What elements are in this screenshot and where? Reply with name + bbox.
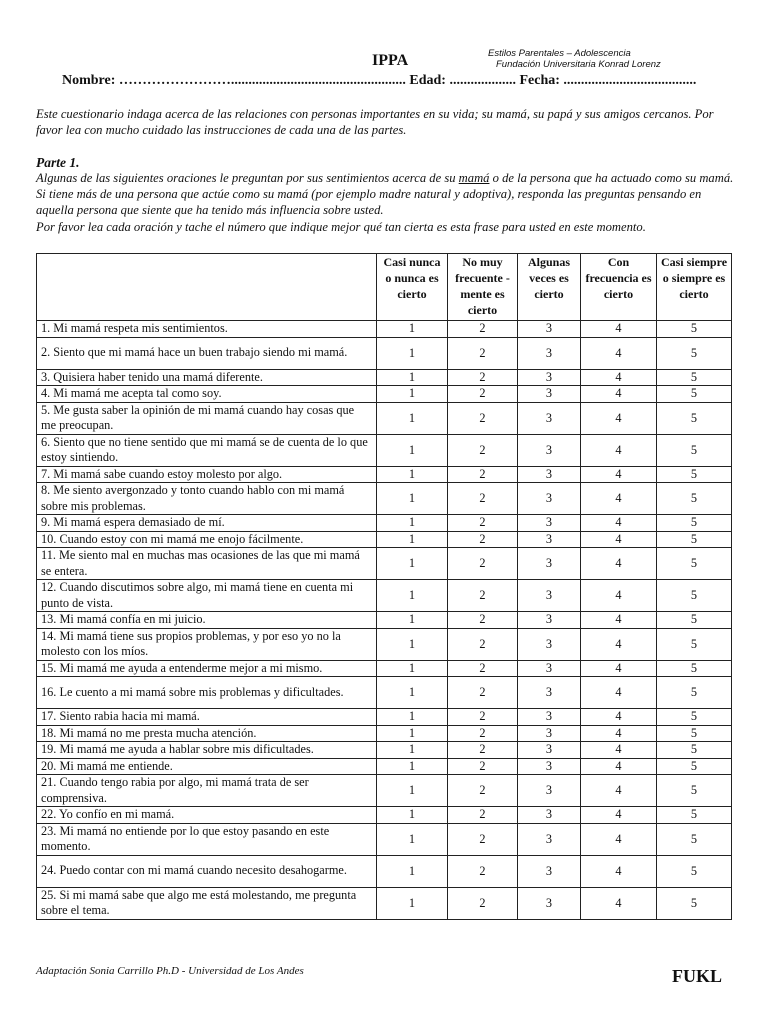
rating-option-3[interactable]: 3 [518,402,581,434]
table-row [37,386,732,403]
instr-text-b: o de la persona que ha actuado como su mamá. Si tiene más de una persona que actúe como su mamá (por ejemplo madre natural y adoptiva), responda las preguntas pensando en aquella persona que siente que ha tenido más influencia sobre usted. [36,171,734,218]
institution-label [488,48,661,70]
rating-option-2[interactable]: 2 [448,725,518,742]
question-text: 4. Mi mamá me acepta tal como soy. [37,386,377,403]
rating-option-1[interactable]: 1 [377,725,448,742]
table-row [37,466,732,483]
questionnaire-table [36,253,732,920]
rating-option-4[interactable]: 4 [581,483,657,515]
rating-option-1[interactable]: 1 [377,466,448,483]
rating-option-2[interactable]: 2 [448,677,518,709]
rating-option-5[interactable]: 5 [657,823,732,855]
column-header: Casi nunca o nunca es cierto [377,254,448,321]
table-row [37,321,732,338]
rating-option-2[interactable]: 2 [448,660,518,677]
question-text: 6. Siento que no tiene sentido que mi mamá se de cuenta de lo que estoy sintiendo. [37,434,377,466]
question-text: 9. Mi mamá espera demasiado de mí. [37,515,377,532]
rating-option-2[interactable]: 2 [448,483,518,515]
table-row [37,677,732,709]
rating-option-1[interactable]: 1 [377,402,448,434]
rating-option-2[interactable]: 2 [448,775,518,807]
rating-option-5[interactable]: 5 [657,515,732,532]
question-text: 20. Mi mamá me entiende. [37,758,377,775]
rating-option-4[interactable]: 4 [581,628,657,660]
form-title: IPPA [372,52,409,69]
rating-option-4[interactable]: 4 [581,677,657,709]
rating-option-4[interactable]: 4 [581,775,657,807]
rating-option-5[interactable]: 5 [657,758,732,775]
rating-option-3[interactable]: 3 [518,660,581,677]
table-row [37,807,732,824]
rating-option-5[interactable]: 5 [657,855,732,887]
rating-option-2[interactable]: 2 [448,807,518,824]
table-row [37,580,732,612]
rating-option-4[interactable]: 4 [581,887,657,919]
column-header: Algunas veces es cierto [518,254,581,321]
question-text: 16. Le cuento a mi mamá sobre mis problemas y dificultades. [37,677,377,709]
question-text: 25. Si mi mamá sabe que algo me está molestando, me pregunta sobre el tema. [37,887,377,919]
rating-option-3[interactable]: 3 [518,758,581,775]
column-header: No muy frecuente -mente es cierto [448,254,518,321]
rating-option-5[interactable]: 5 [657,386,732,403]
part-instructions [36,170,736,235]
rating-option-1[interactable]: 1 [377,386,448,403]
question-text: 1. Mi mamá respeta mis sentimientos. [37,321,377,338]
question-header [37,254,377,321]
rating-option-3[interactable]: 3 [518,807,581,824]
rating-option-3[interactable]: 3 [518,887,581,919]
rating-option-3[interactable]: 3 [518,855,581,887]
part-title: Parte 1. [36,155,80,170]
rating-option-3[interactable]: 3 [518,677,581,709]
rating-option-5[interactable]: 5 [657,887,732,919]
question-text: 15. Mi mamá me ayuda a entenderme mejor a mi mismo. [37,660,377,677]
table-row [37,709,732,726]
table-row [37,742,732,759]
rating-option-1[interactable]: 1 [377,337,448,369]
rating-option-3[interactable]: 3 [518,386,581,403]
rating-option-5[interactable]: 5 [657,807,732,824]
rating-option-1[interactable]: 1 [377,434,448,466]
rating-option-2[interactable]: 2 [448,758,518,775]
rating-option-2[interactable]: 2 [448,823,518,855]
rating-option-1[interactable]: 1 [377,709,448,726]
rating-option-1[interactable]: 1 [377,807,448,824]
question-text: 23. Mi mamá no entiende por lo que estoy pasando en este momento. [37,823,377,855]
question-text: 22. Yo confío en mi mamá. [37,807,377,824]
intro-paragraph: Este cuestionario indaga acerca de las relaciones con personas importantes en su vida; su mamá, su papá y sus amigos cercanos. Por favor lea con mucho cuidado las instrucciones de cada una de las partes. [36,107,714,137]
rating-option-1[interactable]: 1 [377,531,448,548]
rating-option-3[interactable]: 3 [518,775,581,807]
rating-option-1[interactable]: 1 [377,823,448,855]
rating-option-2[interactable]: 2 [448,466,518,483]
table-row [37,402,732,434]
rating-option-4[interactable]: 4 [581,725,657,742]
rating-option-5[interactable]: 5 [657,725,732,742]
rating-option-4[interactable]: 4 [581,337,657,369]
rating-option-5[interactable]: 5 [657,660,732,677]
rating-option-5[interactable]: 5 [657,466,732,483]
footer-credit: Adaptación Sonia Carrillo Ph.D - Universidad de Los Andes [36,965,304,977]
rating-option-4[interactable]: 4 [581,402,657,434]
rating-option-1[interactable]: 1 [377,580,448,612]
question-text: 24. Puedo contar con mi mamá cuando necesito desahogarme. [37,855,377,887]
rating-option-1[interactable]: 1 [377,548,448,580]
rating-option-3[interactable]: 3 [518,483,581,515]
table-row [37,337,732,369]
rating-option-1[interactable]: 1 [377,483,448,515]
rating-option-4[interactable]: 4 [581,807,657,824]
rating-option-5[interactable]: 5 [657,775,732,807]
rating-option-3[interactable]: 3 [518,548,581,580]
table-row [37,628,732,660]
rating-option-5[interactable]: 5 [657,321,732,338]
rating-option-2[interactable]: 2 [448,548,518,580]
table-row [37,855,732,887]
table-row [37,434,732,466]
footer-code: FUKL [672,966,723,986]
rating-option-5[interactable]: 5 [657,677,732,709]
rating-option-4[interactable]: 4 [581,660,657,677]
table-row [37,515,732,532]
rating-option-1[interactable]: 1 [377,677,448,709]
rating-option-1[interactable]: 1 [377,612,448,629]
rating-option-3[interactable]: 3 [518,321,581,338]
question-text: 5. Me gusta saber la opinión de mi mamá cuando hay cosas que me preocupan. [37,402,377,434]
table-row [37,660,732,677]
rating-option-2[interactable]: 2 [448,337,518,369]
table-row [37,758,732,775]
rating-option-2[interactable]: 2 [448,531,518,548]
rating-option-4[interactable]: 4 [581,369,657,386]
rating-option-2[interactable]: 2 [448,434,518,466]
rating-option-3[interactable]: 3 [518,515,581,532]
question-text: 21. Cuando tengo rabia por algo, mi mamá trata de ser comprensiva. [37,775,377,807]
table-row [37,725,732,742]
question-text: 8. Me siento avergonzado y tonto cuando hablo con mi mamá sobre mis problemas. [37,483,377,515]
rating-option-2[interactable]: 2 [448,386,518,403]
rating-option-4[interactable]: 4 [581,466,657,483]
question-text: 11. Me siento mal en muchas mas ocasiones de las que mi mamá se entera. [37,548,377,580]
rating-option-5[interactable]: 5 [657,742,732,759]
rating-option-1[interactable]: 1 [377,855,448,887]
question-text: 13. Mi mamá confía en mi juicio. [37,612,377,629]
rating-option-4[interactable]: 4 [581,531,657,548]
rating-option-2[interactable]: 2 [448,709,518,726]
rating-option-3[interactable]: 3 [518,628,581,660]
rating-option-1[interactable]: 1 [377,515,448,532]
column-header: Casi siempre o siempre es cierto [657,254,732,321]
rating-option-3[interactable]: 3 [518,709,581,726]
rating-option-5[interactable]: 5 [657,531,732,548]
org-line-2: Fundación Universitaria Konrad Lorenz [496,59,661,70]
rating-option-2[interactable]: 2 [448,742,518,759]
table-row [37,823,732,855]
table-row [37,612,732,629]
rating-option-3[interactable]: 3 [518,369,581,386]
instr-text-a: Algunas de las siguientes oraciones le preguntan por sus sentimientos acerca de su [36,171,459,185]
table-row [37,531,732,548]
rating-option-4[interactable]: 4 [581,742,657,759]
rating-option-4[interactable]: 4 [581,709,657,726]
rating-option-4[interactable]: 4 [581,758,657,775]
rating-option-2[interactable]: 2 [448,628,518,660]
rating-option-5[interactable]: 5 [657,434,732,466]
column-header: Con frecuencia es cierto [581,254,657,321]
rating-option-5[interactable]: 5 [657,612,732,629]
rating-option-2[interactable]: 2 [448,515,518,532]
rating-option-2[interactable]: 2 [448,855,518,887]
instr-underlined-word: mamá [458,171,490,185]
rating-option-3[interactable]: 3 [518,466,581,483]
org-line-1: Estilos Parentales – Adolescencia [488,48,631,59]
rating-option-3[interactable]: 3 [518,612,581,629]
rating-option-3[interactable]: 3 [518,531,581,548]
rating-option-4[interactable]: 4 [581,580,657,612]
rating-option-1[interactable]: 1 [377,887,448,919]
question-text: 17. Siento rabia hacia mi mamá. [37,709,377,726]
table-row [37,775,732,807]
rating-option-2[interactable]: 2 [448,580,518,612]
table-row [37,548,732,580]
rating-option-3[interactable]: 3 [518,725,581,742]
rating-option-1[interactable]: 1 [377,660,448,677]
rating-option-5[interactable]: 5 [657,548,732,580]
rating-option-3[interactable]: 3 [518,580,581,612]
question-text: 12. Cuando discutimos sobre algo, mi mamá tiene en cuenta mi punto de vista. [37,580,377,612]
question-text: 19. Mi mamá me ayuda a hablar sobre mis dificultades. [37,742,377,759]
rating-option-4[interactable]: 4 [581,515,657,532]
question-text: 18. Mi mamá no me presta mucha atención. [37,725,377,742]
table-row [37,369,732,386]
rating-option-3[interactable]: 3 [518,742,581,759]
rating-option-2[interactable]: 2 [448,887,518,919]
rating-option-2[interactable]: 2 [448,369,518,386]
rating-option-2[interactable]: 2 [448,612,518,629]
rating-option-5[interactable]: 5 [657,337,732,369]
rating-option-4[interactable]: 4 [581,823,657,855]
rating-option-1[interactable]: 1 [377,742,448,759]
question-text: 10. Cuando estoy con mi mamá me enojo fácilmente. [37,531,377,548]
name-age-date-fields: Nombre: …………………….................................................. Edad: ................... Fecha: ...................................... [62,73,697,88]
rating-option-1[interactable]: 1 [377,758,448,775]
rating-option-5[interactable]: 5 [657,580,732,612]
rating-option-1[interactable]: 1 [377,628,448,660]
rating-option-3[interactable]: 3 [518,434,581,466]
table-row [37,887,732,919]
rating-option-5[interactable]: 5 [657,709,732,726]
rating-option-4[interactable]: 4 [581,855,657,887]
rating-option-1[interactable]: 1 [377,369,448,386]
rating-option-3[interactable]: 3 [518,823,581,855]
rating-option-1[interactable]: 1 [377,775,448,807]
table-row [37,483,732,515]
rating-option-2[interactable]: 2 [448,402,518,434]
rating-option-4[interactable]: 4 [581,612,657,629]
rating-option-1[interactable]: 1 [377,321,448,338]
table-header-row [37,254,732,321]
question-text: 14. Mi mamá tiene sus propios problemas, y por eso yo no la molesto con los míos. [37,628,377,660]
instr-text-c: Por favor lea cada oración y tache el número que indique mejor qué tan cierta es esta frase para usted en este momento. [36,219,646,234]
question-text: 3. Quisiera haber tenido una mamá diferente. [37,369,377,386]
rating-option-4[interactable]: 4 [581,548,657,580]
rating-option-5[interactable]: 5 [657,483,732,515]
rating-option-5[interactable]: 5 [657,628,732,660]
rating-option-4[interactable]: 4 [581,386,657,403]
rating-option-5[interactable]: 5 [657,402,732,434]
rating-option-2[interactable]: 2 [448,321,518,338]
rating-option-4[interactable]: 4 [581,434,657,466]
rating-option-3[interactable]: 3 [518,337,581,369]
rating-option-4[interactable]: 4 [581,321,657,338]
question-text: 2. Siento que mi mamá hace un buen trabajo siendo mi mamá. [37,337,377,369]
rating-option-5[interactable]: 5 [657,369,732,386]
question-text: 7. Mi mamá sabe cuando estoy molesto por algo. [37,466,377,483]
